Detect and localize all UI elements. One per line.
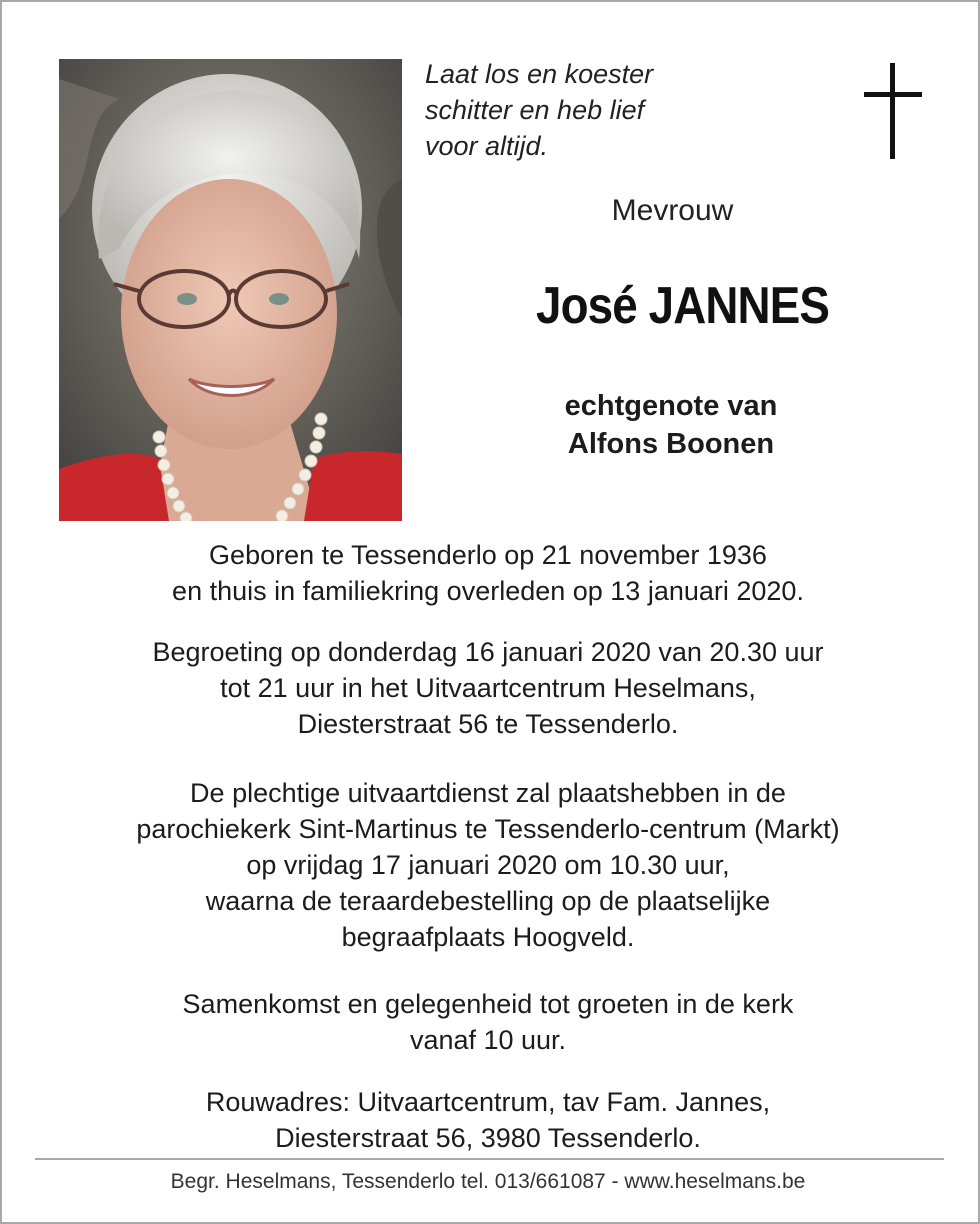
spouse-line: echtgenote van bbox=[564, 390, 778, 422]
text-line: vanaf 10 uur. bbox=[409, 1025, 567, 1055]
text-line: Diesterstraat 56 te Tessenderlo. bbox=[297, 709, 679, 739]
deceased-name: José JANNES bbox=[536, 277, 829, 335]
funeral-home-footer: Begr. Heselmans, Tessenderlo tel. 013/661087 - www.heselmans.be bbox=[170, 1170, 806, 1193]
text-line: op vrijdag 17 januari 2020 om 10.30 uur, bbox=[246, 850, 730, 880]
text-line: Rouwadres: Uitvaartcentrum, tav Fam. Jannes, bbox=[205, 1087, 771, 1117]
text-line: en thuis in familiekring overleden op 13 januari 2020. bbox=[172, 576, 804, 606]
quote-line: schitter en heb lief bbox=[425, 95, 645, 125]
text-line: begraafplaats Hoogveld. bbox=[341, 922, 635, 952]
text-line: tot 21 uur in het Uitvaartcentrum Heselmans, bbox=[220, 673, 756, 703]
text-line: parochiekerk Sint-Martinus te Tessenderlo-centrum (Markt) bbox=[136, 814, 840, 844]
cross-icon bbox=[864, 63, 922, 159]
funeral-paragraph bbox=[40, 775, 936, 955]
spouse-info bbox=[420, 387, 922, 463]
quote-line: Laat los en koester bbox=[425, 59, 654, 89]
text-line: De plechtige uitvaartdienst zal plaatshebben in de bbox=[190, 778, 786, 808]
text-line: Samenkomst en gelegenheid tot groeten in de kerk bbox=[182, 989, 794, 1019]
text-line: waarna de teraardebestelling op de plaatselijke bbox=[205, 886, 771, 916]
text-line: Begroeting op donderdag 16 januari 2020 van 20.30 uur bbox=[152, 637, 824, 667]
birth-death-paragraph bbox=[40, 537, 936, 609]
mourning-address-paragraph bbox=[40, 1084, 936, 1156]
memorial-quote bbox=[425, 56, 785, 164]
text-line: Diesterstraat 56, 3980 Tessenderlo. bbox=[275, 1123, 701, 1153]
text-line: Geboren te Tessenderlo op 21 november 1936 bbox=[209, 540, 767, 570]
gathering-paragraph bbox=[40, 986, 936, 1058]
spouse-line: Alfons Boonen bbox=[567, 428, 775, 460]
visitation-paragraph bbox=[40, 634, 936, 742]
salutation: Mevrouw bbox=[611, 194, 734, 227]
portrait-photo bbox=[59, 59, 402, 521]
quote-line: voor altijd. bbox=[425, 131, 549, 161]
footer-divider bbox=[35, 1158, 944, 1160]
